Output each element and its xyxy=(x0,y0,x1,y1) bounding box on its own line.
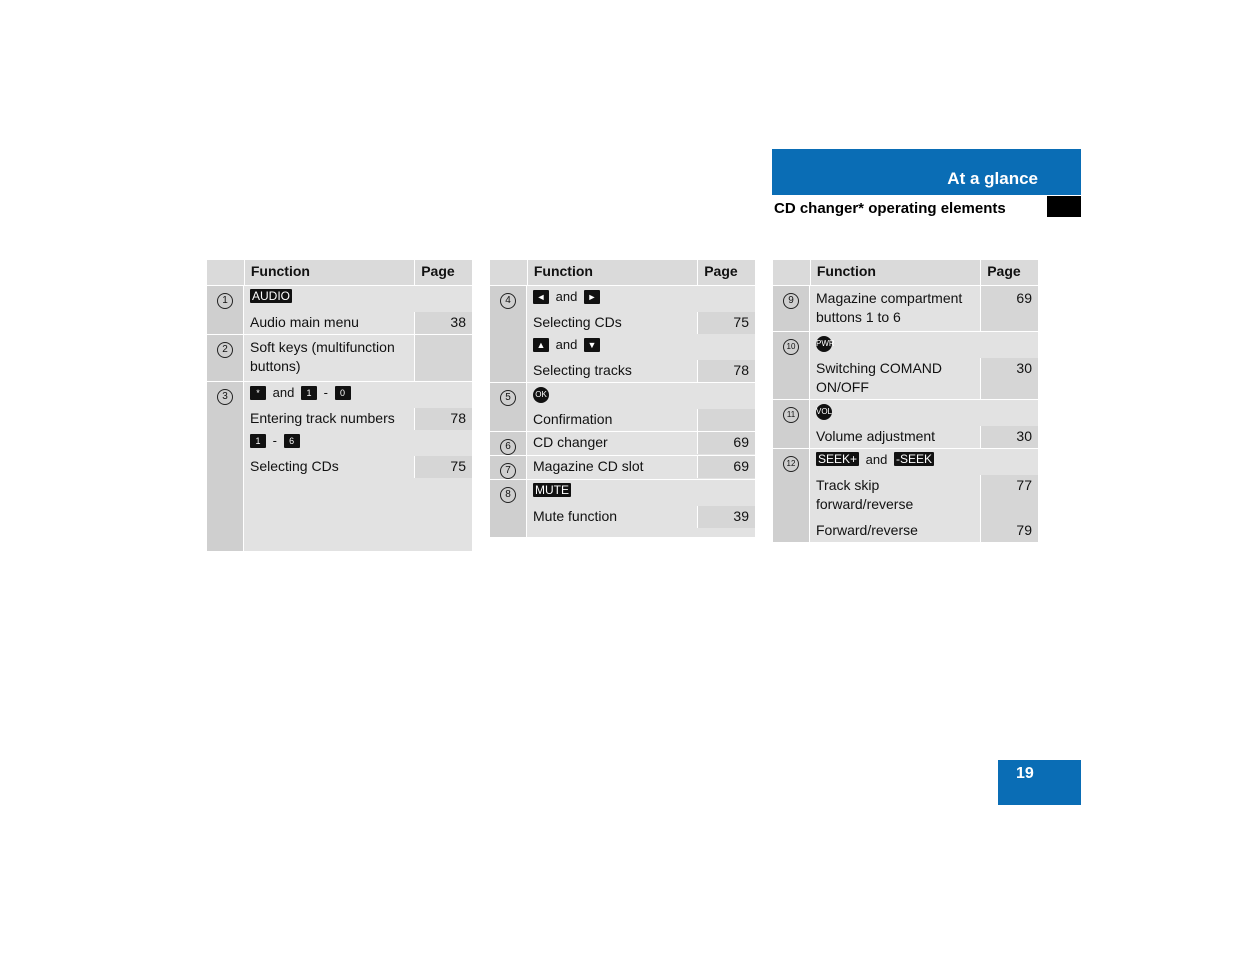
function-text: Magazine compartment buttons 1 to 6 xyxy=(816,290,963,325)
digit-0-key-icon: 0 xyxy=(335,386,351,400)
page-ref: 69 xyxy=(980,286,1038,331)
page-ref: 30 xyxy=(980,358,1038,399)
volume-knob-icon: VOL xyxy=(816,404,832,420)
left-arrow-key-icon: ◄ xyxy=(533,290,549,304)
page-ref: 75 xyxy=(414,456,472,478)
chapter-title: At a glance xyxy=(947,169,1038,188)
table-row xyxy=(490,431,755,455)
item-number: 7 xyxy=(500,463,516,479)
item-number: 9 xyxy=(783,293,799,309)
page-ref xyxy=(697,409,755,431)
table-header xyxy=(207,260,472,285)
digit-1-key-icon: 1 xyxy=(250,434,266,448)
function-text: Confirmation xyxy=(533,411,613,427)
item-number: 3 xyxy=(217,389,233,405)
table-row xyxy=(207,334,472,381)
function-column-header: Function xyxy=(533,263,593,279)
table-row xyxy=(490,455,755,479)
page-column-header: Page xyxy=(697,260,755,285)
function-text: Switching COMAND ON/OFF xyxy=(816,360,943,395)
item-number: 5 xyxy=(500,390,516,406)
page-ref: 77 xyxy=(980,475,1038,520)
page-ref: 78 xyxy=(414,408,472,430)
function-text: Entering track numbers xyxy=(250,410,395,426)
table-row xyxy=(490,382,755,431)
function-text: Mute function xyxy=(533,508,618,524)
function-text: Magazine CD slot xyxy=(533,458,644,474)
table-row xyxy=(773,399,1038,448)
item-number: 11 xyxy=(783,407,799,423)
item-number: 6 xyxy=(500,439,516,455)
up-arrow-key-icon: ▲ xyxy=(533,338,549,352)
table-row xyxy=(773,285,1038,331)
item-number: 4 xyxy=(500,293,516,309)
function-column-header: Function xyxy=(250,263,310,279)
function-text: CD changer xyxy=(533,434,608,450)
table-row xyxy=(490,479,755,537)
digit-6-key-icon: 6 xyxy=(284,434,300,448)
star-key-icon: * xyxy=(250,386,266,400)
table-row: 12 SEEK+ and -SEEK Track skip forward/reverse 77 Forward/reverse 79 xyxy=(773,448,1038,542)
item-number: 2 xyxy=(217,342,233,358)
page-column-header: Page xyxy=(980,260,1038,285)
item-number: 1 xyxy=(217,293,233,309)
function-text: Forward/reverse xyxy=(816,522,918,538)
table-header xyxy=(773,260,1038,285)
table-row: 4 ◄ and ► Selecting CDs 75 ▲ and ▼ Selecting tracks 78 xyxy=(490,285,755,382)
item-number: 8 xyxy=(500,487,516,503)
chapter-header xyxy=(772,149,1081,195)
function-column-header: Function xyxy=(816,263,876,279)
down-arrow-key-icon: ▼ xyxy=(584,338,600,352)
page-ref: 75 xyxy=(697,312,755,334)
page-ref: 79 xyxy=(980,520,1038,542)
function-text: Soft keys (multifunction buttons) xyxy=(250,339,395,374)
page-number: 19 xyxy=(1016,765,1034,782)
item-number: 10 xyxy=(783,339,799,355)
function-table-1 xyxy=(207,260,472,551)
digit-1-key-icon: 1 xyxy=(301,386,317,400)
function-text: Audio main menu xyxy=(250,314,359,330)
page-ref: 69 xyxy=(697,456,755,478)
right-arrow-key-icon: ► xyxy=(584,290,600,304)
page-ref: 78 xyxy=(697,360,755,382)
power-key-icon: PWR xyxy=(816,336,832,352)
audio-key-icon: AUDIO xyxy=(252,289,291,303)
page-column-header: Page xyxy=(414,260,472,285)
seek-forward-key-icon: SEEK+ xyxy=(818,452,858,466)
seek-reverse-key-icon: -SEEK xyxy=(895,452,932,466)
page-ref: 38 xyxy=(414,312,472,334)
page-ref: 69 xyxy=(697,432,755,454)
table-row: 3 * and 1 - 0 Entering track numbers 78 1 - 6 Selecting CDs 75 xyxy=(207,381,472,551)
page-ref: 30 xyxy=(980,426,1038,448)
function-text: Selecting tracks xyxy=(533,362,632,378)
ok-key-icon: OK xyxy=(533,387,549,403)
function-text: Track skip forward/reverse xyxy=(816,477,914,512)
table-header xyxy=(490,260,755,285)
section-title: CD changer* operating elements xyxy=(774,200,1006,217)
page-ref xyxy=(414,335,472,381)
table-row xyxy=(773,331,1038,399)
page-number-box xyxy=(998,760,1081,805)
function-text: Volume adjustment xyxy=(816,428,936,444)
section-marker xyxy=(1047,196,1081,217)
mute-key-icon: MUTE xyxy=(535,483,569,497)
page-ref: 39 xyxy=(697,506,755,528)
item-number: 12 xyxy=(783,456,799,472)
function-text: Selecting CDs xyxy=(533,314,622,330)
table-row xyxy=(207,285,472,334)
function-table-2 xyxy=(490,260,755,537)
function-text: Selecting CDs xyxy=(250,458,339,474)
function-table-3 xyxy=(773,260,1038,542)
